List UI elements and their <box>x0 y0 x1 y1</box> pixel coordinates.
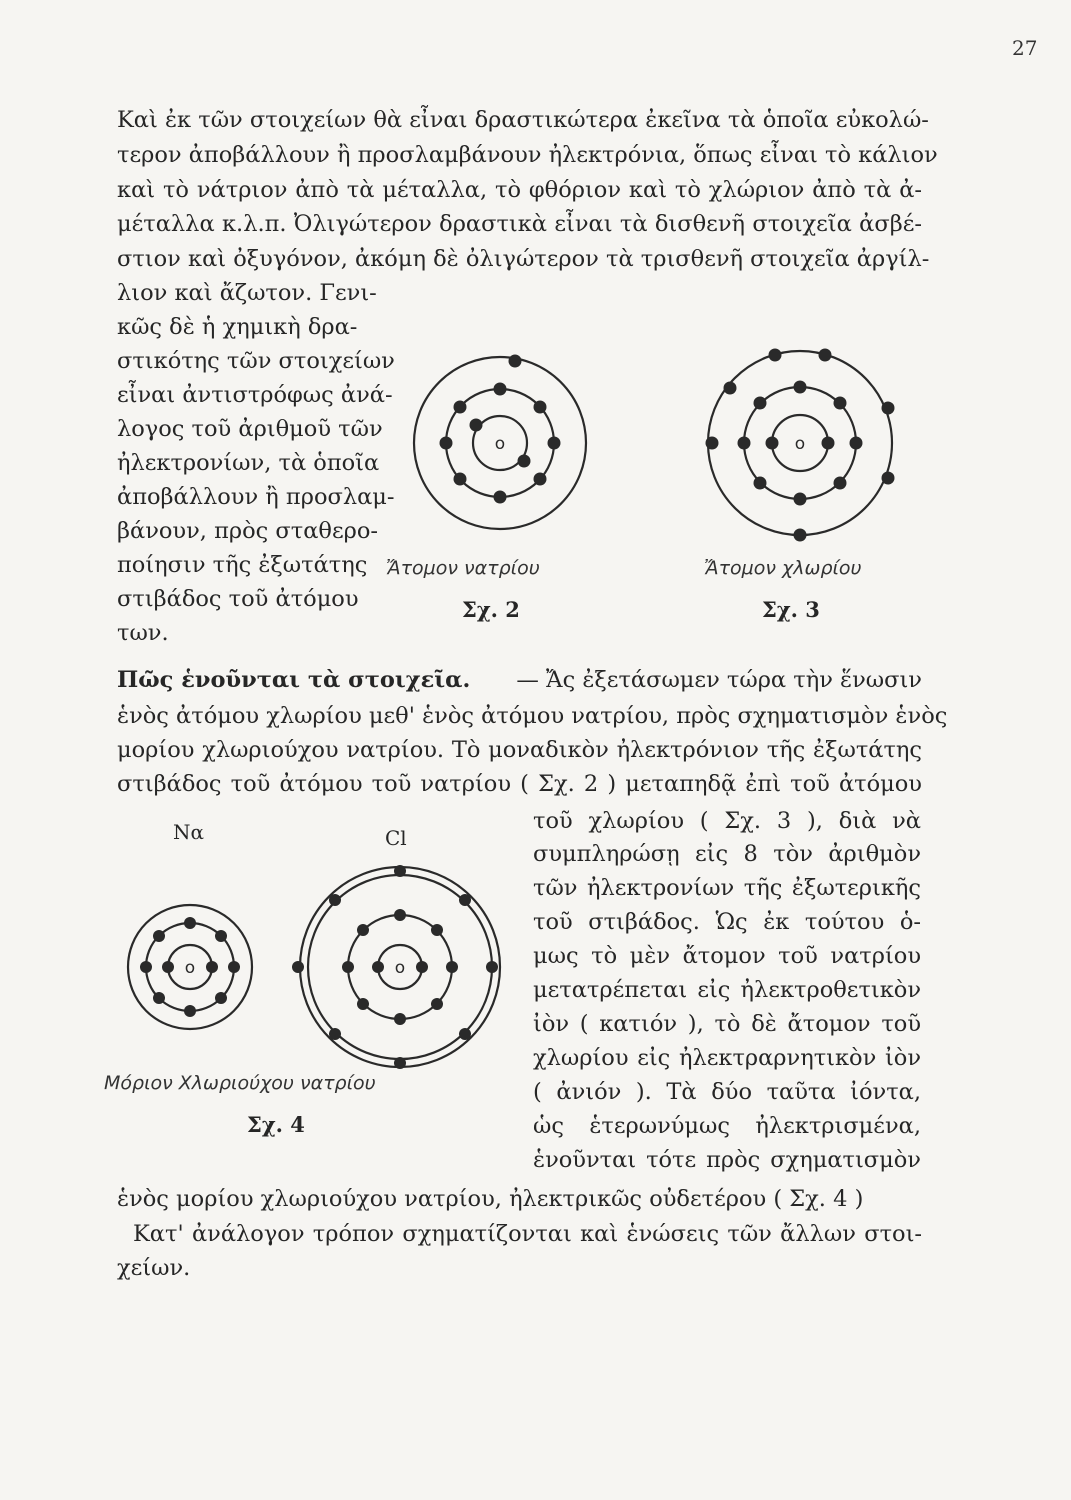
paragraph-line: εἶναι ἀντιστρόφως ἀνά- <box>117 382 393 408</box>
electron <box>819 349 832 362</box>
paragraph-line: κῶς δὲ ἡ χημικὴ δρα- <box>117 314 358 340</box>
paragraph-line: λογος τοῦ ἀριθμοῦ τῶν <box>117 416 383 442</box>
electron <box>153 930 165 942</box>
sodium-atom-diagram <box>375 355 605 555</box>
figure-label: Σχ. 3 <box>762 597 820 622</box>
paragraph-line: των. <box>117 620 169 646</box>
paragraph-line: Κατ' ἀνάλογον τρόπον σχηματίζονται καὶ ἑνώσεις τῶν ἄλλων στοι- <box>133 1221 922 1247</box>
paragraph-line: μως τὸ μὲν ἄτομον τοῦ νατρίου <box>533 943 921 969</box>
electron <box>738 437 751 450</box>
electron <box>184 917 196 929</box>
figure-caption: Ἄτομον νατρίου <box>386 557 540 579</box>
electron <box>834 397 847 410</box>
sodium-symbol: Να <box>173 820 205 844</box>
electron <box>162 961 174 973</box>
electron <box>342 961 354 973</box>
electron <box>494 491 507 504</box>
electron <box>329 1028 341 1040</box>
electron <box>440 437 453 450</box>
figure-caption: Ἄτομον χλωρίου <box>704 557 862 579</box>
paragraph-line: τῶν ἠλεκτρονίων τῆς ἐξωτερικῆς <box>533 875 921 901</box>
paragraph-line: μορίου χλωριούχου νατρίου. Τὸ μοναδικὸν ἠλεκτρόνιον τῆς ἐξωτάτης <box>117 737 922 763</box>
electron <box>431 998 443 1010</box>
electron <box>184 1005 196 1017</box>
figure-caption: Μόριον Χλωριούχου νατρίου <box>104 1072 376 1094</box>
paragraph-line: ἀποβάλλουν ἢ προσλαμ- <box>117 484 395 510</box>
electron <box>394 1057 406 1069</box>
paragraph-line: λιον καὶ ἄζωτον. Γενι- <box>117 280 377 306</box>
section-heading-line <box>117 664 922 696</box>
electron <box>394 865 406 877</box>
electron <box>357 924 369 936</box>
paragraph-line: ἰὸν ( κατιόν ), τὸ δὲ ἄτομον τοῦ <box>533 1011 921 1037</box>
paragraph-line: ἑνὸς ἀτόμου χλωρίου μεθ' ἑνὸς ἀτόμου νατρίου, πρὸς σχηματισμὸν ἑνὸς <box>117 703 948 729</box>
electron <box>486 961 498 973</box>
electron <box>416 961 428 973</box>
electron <box>834 477 847 490</box>
electron <box>431 924 443 936</box>
electron <box>724 382 737 395</box>
paragraph-line: ( ἀνιόν ). Τὰ δύο ταῦτα ἰόντα, <box>533 1079 921 1105</box>
electron <box>794 529 807 542</box>
electron <box>706 437 719 450</box>
figure-label: Σχ. 2 <box>462 597 520 622</box>
atom-nucleus: o <box>184 958 196 978</box>
electron <box>882 472 895 485</box>
section-heading: Πῶς ἑνοῦνται τὰ στοιχεῖα. <box>117 667 471 693</box>
sodium-chloride-diagram <box>110 850 530 1070</box>
paragraph-line: στιβάδος τοῦ ἀτόμου <box>117 586 359 612</box>
chlorine-atom-diagram <box>690 343 930 558</box>
electron <box>534 473 547 486</box>
electron <box>454 473 467 486</box>
paragraph-line: ἑνὸς μορίου χλωριούχου νατρίου, ἠλεκτρικῶς οὐδετέρου ( Σχ. 4 ) <box>117 1186 864 1212</box>
paragraph-line: ποίησιν τῆς ἐξωτάτης <box>117 552 368 578</box>
paragraph-line: μέταλλα κ.λ.π. Ὀλιγώτερον δραστικὰ εἶναι τὰ δισθενῆ στοιχεῖα ἀσβέ- <box>117 211 922 237</box>
paragraph-line: μετατρέπεται εἰς ἠλεκτροθετικὸν <box>533 977 921 1003</box>
electron <box>292 961 304 973</box>
electron <box>153 992 165 1004</box>
electron <box>850 437 863 450</box>
electron <box>372 961 384 973</box>
electron <box>394 909 406 921</box>
electron <box>329 894 341 906</box>
electron <box>882 402 895 415</box>
paragraph-line: ἠλεκτρονίων, τὰ ὁποῖα <box>117 450 380 476</box>
paragraph-line: στιβάδος τοῦ ἀτόμου τοῦ νατρίου ( Σχ. 2 ) μεταπηδᾷ ἐπὶ τοῦ ἀτόμου <box>117 771 922 797</box>
paragraph-line: τερον ἀποβάλλουν ἢ προσλαμβάνουν ἠλεκτρόνια, ὅπως εἶναι τὸ κάλιον <box>117 142 938 168</box>
paragraph-line: ἑνοῦνται τότε πρὸς σχηματισμὸν <box>533 1147 921 1173</box>
electron <box>215 930 227 942</box>
electron <box>459 894 471 906</box>
electron <box>822 437 835 450</box>
electron <box>446 961 458 973</box>
electron <box>470 419 483 432</box>
paragraph-line: συμπληρώσῃ εἰς 8 τὸν ἀριθμὸν <box>533 841 921 867</box>
electron <box>206 961 218 973</box>
electron <box>215 992 227 1004</box>
electron <box>754 477 767 490</box>
atom-nucleus: o <box>794 434 806 454</box>
paragraph-line: ὡς ἑτερωνύμως ἠλεκτρισμένα, <box>533 1113 921 1139</box>
electron <box>454 401 467 414</box>
paragraph-line: στιον καὶ ὀξυγόνον, ἀκόμη δὲ ὀλιγώτερον τὰ τρισθενῆ στοιχεῖα ἀργίλ- <box>117 246 930 272</box>
electron <box>766 437 779 450</box>
electron <box>140 961 152 973</box>
electron <box>754 397 767 410</box>
electron <box>509 355 522 368</box>
electron <box>394 1013 406 1025</box>
electron <box>794 381 807 394</box>
section-intro: — Ἄς ἐξετάσωμεν τώρα τὴν ἕνωσιν <box>516 667 922 693</box>
electron <box>794 493 807 506</box>
atom-nucleus: o <box>494 434 506 454</box>
electron <box>494 383 507 396</box>
electron <box>769 349 782 362</box>
electron <box>357 998 369 1010</box>
paragraph-line: Καὶ ἐκ τῶν στοιχείων θὰ εἶναι δραστικώτερα ἐκεῖνα τὰ ὁποῖα εὐκολώ- <box>117 107 929 133</box>
page-number: 27 <box>1012 36 1038 60</box>
paragraph-line: βάνουν, πρὸς σταθερο- <box>117 518 378 544</box>
electron <box>548 437 561 450</box>
electron <box>459 1028 471 1040</box>
paragraph-line: στικότης τῶν στοιχείων <box>117 348 395 374</box>
electron <box>534 401 547 414</box>
paragraph-line: τοῦ στιβάδος. Ὡς ἐκ τούτου ὁ- <box>533 909 921 935</box>
atom-nucleus: o <box>394 958 406 978</box>
figure-label: Σχ. 4 <box>247 1112 305 1137</box>
paragraph-line: χείων. <box>117 1255 191 1281</box>
chlorine-symbol: Cl <box>385 826 407 850</box>
electron <box>518 455 531 468</box>
electron <box>228 961 240 973</box>
paragraph-line: τοῦ χλωρίου ( Σχ. 3 ), διὰ νὰ <box>533 808 921 834</box>
paragraph-line: καὶ τὸ νάτριον ἀπὸ τὰ μέταλλα, τὸ φθόριον καὶ τὸ χλώριον ἀπὸ τὰ ἀ- <box>117 177 922 203</box>
paragraph-line: χλωρίου εἰς ἠλεκτραρνητικὸν ἰὸν <box>533 1045 921 1071</box>
